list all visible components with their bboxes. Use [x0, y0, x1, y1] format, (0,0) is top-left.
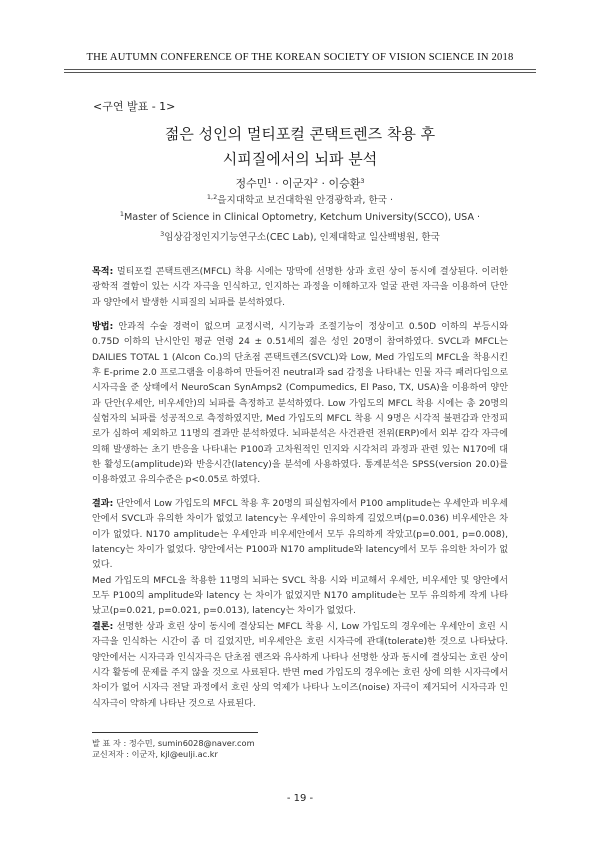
section-text: 단안에서 Low 가입도의 MFCL 착용 후 20명의 피실험자에서 P100 amplitude는 우세안과 비우세안에서 SVCL과 유의한 차이가 없었고 latency는 우세안이 유의하게 길었으며(p=0.036) 비우세안은 차이가 없었다. N170 amplitude는 우세안과 비우세안에서 모두 유의하게 작았고(p=0.001, p=0.008), latency는 차이가 없었다. 양안에서는 P100과 N170 amplitude와 latency에서 모두 유의한 차이가 없었다. Med 가입도의 MFCL을 착용한 11명의 뇌파는 SVCL 착용 시와 비교해서 우세안, 비우세안 및 양안에서 모두 P100의 amplitude와 latency 는 차이가 없었지만 N170 amplitude는 모두 유의하게 작게 나타났고(p=0.021, p=0.021, p=0.013), latency는 차이가 없었다. — [92, 499, 508, 617]
header-rule-bottom — [64, 72, 536, 73]
abstract-section-purpose — [92, 265, 508, 311]
session-label: <구연 발표 - 1> — [93, 100, 176, 113]
section-text: 멀티포컬 콘택트렌즈(MFCL) 착용 시에는 망막에 선명한 상과 흐린 상이 동시에 결상된다. 이러한 광학적 결함이 있는 시각 자극을 인식하고, 인지하는 과정을 이해하고자 얼굴 관련 자극을 이용하여 단안과 양안에서 발생한 시피질의 뇌파를 분석하였다. — [92, 267, 508, 308]
affiliation-line — [0, 210, 600, 223]
section-text: 선명한 상과 흐린 상이 동시에 결상되는 MFCL 착용 시, Low 가입도의 경우에는 우세안이 흐린 시자극을 인식하는 시간이 좀 더 길었지만, 비우세안은 흐린 시자극에 관대(tolerate)한 것으로 나타났다. 양안에서는 시자극과 인식자극은 단초점 렌즈와 유사하게 나타나 선명한 상과 동시에 결상되는 흐린 상이 시각 활동에 문제를 주지 않을 것으로 사료된다. 반면 med 가입도의 경우에는 흐린 상에 의한 시자극에서 차이가 없어 시자극 전달 과정에서 흐린 상의 억제가 나타나 노이즈(noise) 자극이 제거되어 시자극과 인식자극이 약하게 나타난 것으로 사료된다. — [92, 622, 508, 709]
author-name: 이군자 — [281, 177, 314, 190]
section-label: 방법: — [92, 322, 114, 332]
paper-title-line-1: 젊은 성인의 멀티포컬 콘택트렌즈 착용 후 — [164, 125, 436, 143]
affiliation-mark: 3 — [160, 230, 165, 238]
author-name: 정수민 — [235, 177, 268, 190]
footnote-corresponding-author: 교신저자 : 이군자, kjl@eulji.ac.kr — [92, 749, 218, 759]
affiliation-text: Master of Science in Clinical Optometry, Ketchum University(SCCO), USA · — [124, 212, 481, 223]
affiliation-text: 임상감정인지기능연구소(CEC Lab), 인제대학교 일산백병원, 한국 — [164, 232, 440, 243]
running-header: THE AUTUMN CONFERENCE OF THE KOREAN SOCIETY OF VISION SCIENCE IN 2018 — [86, 52, 514, 63]
section-label: 결론: — [92, 622, 114, 632]
footnote-presenter: 발 표 자 : 정수민, sumin6028@naver.com — [92, 738, 255, 748]
affiliation-mark: 1 — [119, 210, 125, 218]
page-number: - 19 - — [286, 793, 314, 804]
author-separator: · — [271, 177, 282, 190]
author-separator: · — [318, 177, 329, 190]
section-label: 목적: — [92, 267, 114, 277]
abstract-section-conclusion — [92, 620, 508, 712]
affiliation-line — [0, 192, 600, 206]
author-affiliation-mark: 2 — [313, 177, 319, 185]
affiliation-mark: 1,2 — [206, 193, 218, 201]
header-rule-top — [64, 69, 536, 70]
paper-title-line-2: 시피질에서의 뇌파 분석 — [222, 150, 378, 168]
section-label: 결과: — [92, 499, 114, 509]
abstract-section-results — [92, 497, 508, 620]
author-list — [0, 175, 600, 191]
author-name: 이승환 — [328, 177, 361, 190]
affiliation-text: 을지대학교 보건대학원 안경광학과, 한국 · — [217, 195, 394, 206]
affiliation-line — [0, 229, 600, 243]
section-text: 안과적 수술 경력이 없으며 교정시력, 시기능과 조절기능이 정상이고 0.50D 이하의 부등시와 0.75D 이하의 난시안인 평균 연령 24 ± 0.51세의 젊은 성인 20명이 참여하였다. SVCL과 MFCL는 DAILIES TOTAL 1 (Alcon Co.)의 단초점 콘택트렌즈(SVCL)와 Low, Med 가입도의 MFCL을 착용시킨 후 E-prime 2.0 프로그램을 이용하여 만들어진 neutral과 sad 감정을 나타내는 인물 자극 패러다임으로 시자극을 준 상태에서 NeuroScan SynAmps2 (Compumedics, El Paso, TX, USA)을 이용하여 양안과 단안(우세안, 비우세안)의 뇌파를 측정하고 분석하였다. Low 가입도의 MFCL 착용 시에는 총 20명의 실험자의 뇌파를 성공적으로 측정하였지만, Med 가입도의 MFCL 착용 시 9명은 시각적 불편감과 안정피로가 심하여 제외하고 11명의 결과만 분석하였다. 뇌파분석은 사건관련 전위(ERP)에서 외부 감각 자극에 의해 발생하는 초기 반응을 나타내는 P100과 고차원적인 인지와 시각처리 과정과 관련 있는 N170에 대한 활성도(amplitude)와 반응시간(latency)을 분석에 사용하였다. 통계분석은 SPSS(version 20.0)를 이용하였고 유의수준은 p<0.05로 하였다. — [92, 322, 508, 486]
author-affiliation-mark: 3 — [360, 177, 365, 185]
footnote-rule — [92, 732, 258, 733]
abstract-section-methods — [92, 320, 508, 489]
author-affiliation-mark: 1 — [267, 177, 272, 185]
